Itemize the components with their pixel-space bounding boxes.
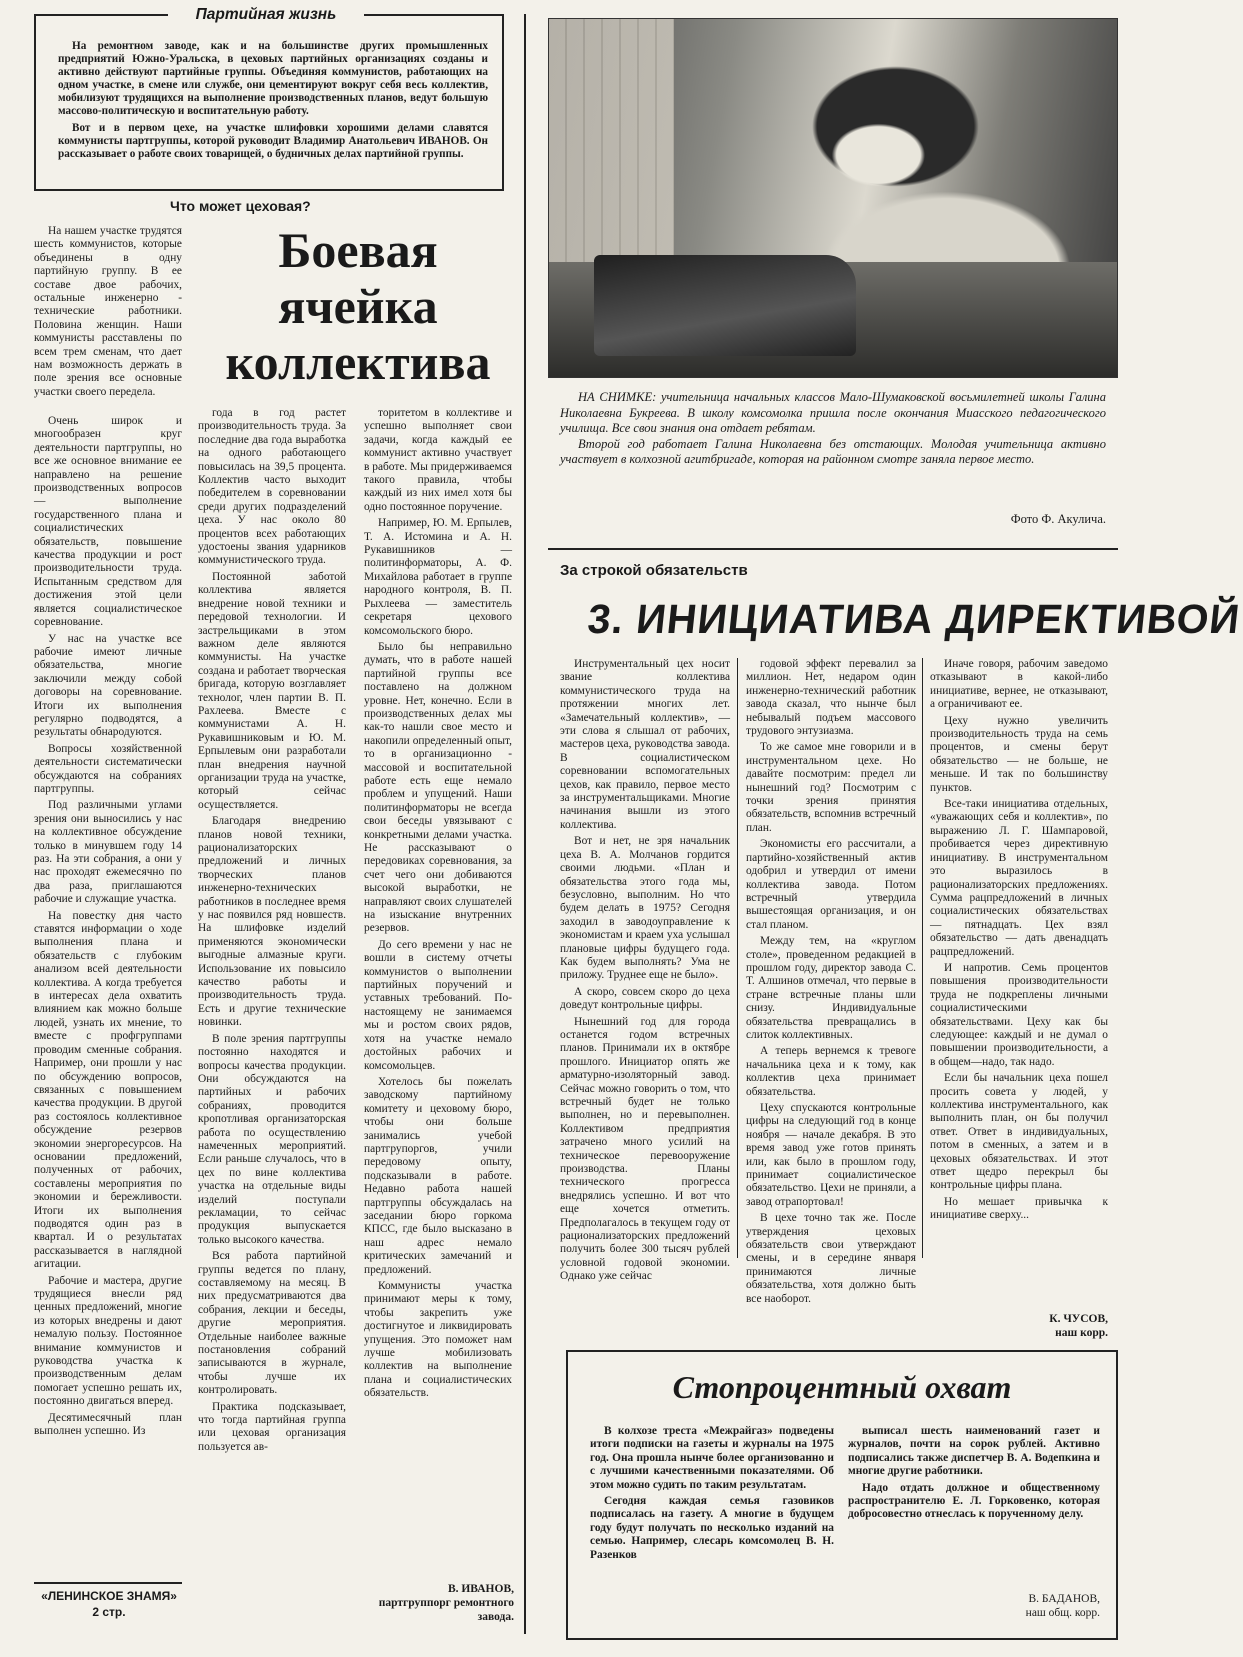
article-column-1 [590, 1425, 834, 1631]
teacher-photo [548, 18, 1118, 378]
photo-window [549, 19, 674, 270]
paragraph: То же самое мне говорили и в инструментальном цехе. Но давайте посмотрим: предел ли нынешний год? Посмотрим с точки зрения принятия обязательств, вспомнив встречный план. [746, 741, 916, 834]
footer-newspaper [34, 1588, 184, 1628]
paragraph: Вот и нет, не зря начальник цеха В. А. Молчанов гордится своими людьми. «План и обязательства этого года мы, безусловно, выполним. Но что будем делать в 1975? Сегодня заходил в заводоуправление к экономистам и краем уха услышал плановые цифры будущего года. Как будем выполнять? Ума не приложу. Труднее еще не было». [560, 835, 730, 982]
paragraph: Рабочие и мастера, другие трудящиеся внесли ряд ценных предложений, многие из которых внедрены и дают немалую пользу. Постоянное внимание коммунистов и руководства участка к производственным делам помогает успешно решать их, постоянно двигаться вперед. [34, 1274, 182, 1408]
paragraph: Например, Ю. М. Ерпылев, Т. А. Истомина и А. Н. Рукавишников — политинформаторы, А. Ф. Михайлова работает в группе народного контроля, В. П. Рыхлеева — заместитель секретаря цехового комсомольского бюро. [364, 517, 512, 637]
paragraph: выписал шесть наименований газет и журналов, почти на сорок рублей. Активно подписались также диспетчер В. А. Водепкина и многие другие работники. [848, 1425, 1100, 1478]
headline: Стопроцентный охват [672, 1369, 1012, 1405]
photo-credit: Фото Ф. Акулича. [1010, 512, 1106, 526]
caption-paragraph [560, 390, 1106, 437]
paragraph: В поле зрения партгруппы постоянно находятся и вопросы качества продукции. Они обсуждаются на партийных и рабочих собраниях, проводится кропотливая организаторская работа по осуществлению намеченных мероприятий. Если раньше случалось, что в цех по вине коллектива участка на отдельные виды изделий поступали рекламации, то сейчас продукция выпускается только высокого качества. [198, 1032, 346, 1246]
section-rubric: Партийная жизнь [168, 4, 364, 26]
paragraph: Коммунисты участка принимают меры к тому, чтобы закрепить уже достигнутое и ликвидировать упущения. Это поможет нам лучше мобилизовать коллектив на выполнение плана и социалистических обязательств. [364, 1280, 512, 1400]
headline: 3. ИНИЦИАТИВА ДИРЕКТИВОЙ [585, 596, 1243, 642]
paragraph: торитетом в коллективе и успешно выполняет свои задачи, когда каждый ее коммунист активно участвует в работе. Мы придерживаемся такого правила, чтобы каждый из них имел хотя бы одно постоянное поручение. [364, 407, 512, 513]
paragraph: На нашем участке трудятся шесть коммунистов, которые объединены в одну партийную группу. В ее составе двое рабочих, остальные инженерно - технические работники. Половина женщин. Наши коммунисты расставлены по всем трем сменам, что дает нам возможность держать в поле зрения все основные участки своего передела. [34, 225, 182, 398]
photo-typewriter [594, 255, 855, 355]
intro-paragraph: На ремонтном заводе, как и на большинстве других промышленных предприятий Южно-Уральска, в цеховых партийных организациях созданы и активно действуют партийные группы. Объединяя коммунистов, работающих на одном участке, в смене или службе, они цементируют вокруг себя весь коллектив, мобилизуют трудящихся на выполнение производственных планов, ведут большую массово-политическую и воспитательную работу. [58, 40, 488, 118]
paragraph: В цехе точно так же. После утверждения цеховых обязательств свои утверждают смены, и в середине января принимаются личные обязательства, хотя должно быть все наоборот. [746, 1212, 916, 1305]
paragraph: И напротив. Семь процентов повышения производительности труда не подкреплены личными социалистическими обязательствами. Цеху как бы следующее: каждый и не думал о повышении производительности, а в общем—надо, так надо. [930, 961, 1108, 1068]
caption-body: учительница начальных классов Мало-Шумаковской восьмилетней школы Галина Николаевна Букреева. В школу комсомолка пришла после окончания Миасского педагогического училища. Все свои знания она отдает ребятам. [560, 390, 1106, 435]
section-rule [548, 548, 1118, 550]
paragraph: Вся работа партийной группы ведется по плану, составляемому на месяц. В них предусматриваются два собрания, лекции и беседы, другие мероприятия. Отдельные наиболее важные постановления собраний записываются в журнале, чтобы лучше их контролировать. [198, 1250, 346, 1397]
paragraph: Вопросы хозяйственной деятельности систематически обсуждаются на собраниях партгруппы. [34, 742, 182, 795]
headline-line: Боевая [278, 222, 438, 278]
article-column-2 [746, 658, 916, 1305]
author-signature [940, 1592, 1100, 1624]
paragraph: Надо отдать должное и общественному распространителю Е. Л. Горковенко, которая добросовестно отнеслась к порученному делу. [848, 1481, 1100, 1521]
author-signature [960, 1312, 1108, 1344]
paragraph: Экономисты его рассчитали, а партийно-хозяйственный актив одобрил и утвердил от имени коллектива завода. Потом встречный утвердила вышестоящая организация, и он стал планом. [746, 838, 916, 931]
caption-lead: НА СНИМКЕ: [578, 390, 657, 404]
paragraph: Цеху спускаются контрольные цифры на следующий год в конце ноября — начале декабря. В это время завод уже готов принять или, как было в прошлом году, принимает социалистическое обязательство. Цехи не приняли, а завод отрапортовал! [746, 1102, 916, 1208]
author-name: К. ЧУСОВ, [1049, 1313, 1108, 1325]
article-column-2 [848, 1425, 1100, 1575]
paragraph: Очень широк и многообразен круг деятельности партгруппы, но все же основное внимание ее направлено на решение производственных вопросов — выполнение государственного плана и социалистических обязательств, повышение качества продукции и рост производительности труда. Испытанным средством для достижения этой цели является социалистическое соревнование. [34, 415, 182, 629]
caption-paragraph: Второй год работает Галина Николаевна без отстающих. Молодая учительница активно участвует в колхозной агитбригаде, которая на районном смотре заняла первое место. [560, 436, 1106, 466]
paragraph: Было бы неправильно думать, что в работе нашей партийной группы все поставлено на должном уровне. Нет, конечно. Если в производственных делах мы как-то нашли свое место и накопили определенный опыт, то в организационно - массовой и воспитательной работе есть еще немало проблем и упущений. Наши политинформаторы не всегда свои беседы увязывают с конкретными делами участка. Не рассказывают о передовиках соревнования, за счет чего они добиваются высокой выработки, не направляют своих слушателей на изыскание внутренних резервов. [364, 640, 512, 935]
paragraph: В колхозе треста «Межрайгаз» подведены итоги подписки на газеты и журналы на 1975 год. Она прошла нынче более организованно и с лучшими качественными показателями. Об этом можно судить по таким результатам. [590, 1425, 834, 1491]
paragraph: На повестку дня часто ставятся информации о ходе выполнения плана и обязательств с глубоким анализом всей деятельности коллектива. А когда требуется в интересах дела охватить влиянием как можно больше людей, узнать их мнение, то вместе с профгруппами проводим сменные собрания. Например, они прошли у нас по обсуждению вопросов, связанных с повышением качества продукции. В другой раз состоялось коллективное обсуждение резервов экономии энергоресурсов. На основании предложений, полученных от рабочих, составлены мероприятия по экономии и бережливости. Итоги их выполнения подводятся один раз в квартал. И о результатах рассказывается в наглядной агитации. [34, 909, 182, 1271]
author-signature [364, 1582, 514, 1632]
paragraph: А теперь вернемся к тревоге начальника цеха и к тому, как коллектив цеха принимает обязательства. [746, 1045, 916, 1098]
headline [198, 222, 518, 400]
article-column-2 [198, 407, 346, 1637]
author-title: партгруппорг ремонтного завода. [378, 1597, 514, 1623]
page-number: 2 стр. [92, 1605, 126, 1619]
newspaper-name: «ЛЕНИНСКОЕ ЗНАМЯ» [41, 1589, 177, 1603]
paragraph: Если бы начальник цеха пошел просить совета у людей, у коллектива инструментального, как выполнить план, он бы получил ответ. Ответ в индивидуальных, потом в сменных, а затем и в цеховых обязательствах. И этот ответ щедро перекрыл бы контрольные цифры плана. [930, 1072, 1108, 1192]
page-divider [524, 14, 526, 1634]
intro-text [58, 40, 488, 186]
paragraph: года в год растет производительность труда. За последние два года выработка на одного работающего повысилась на 39,5 процента. Коллектив часто выходит победителем в соревновании среди других подразделений цеха. У нас около 80 процентов всех работающих удостоены звания ударников коммунистического труда. [198, 407, 346, 567]
paragraph: Практика подсказывает, что тогда партийная группа или цеховая организация пользуется ав- [198, 1400, 346, 1453]
paragraph: У нас на участке все рабочие имеют личные обязательства, многие заключили между собой договоры на соревнование. Итоги их выполнения регулярно подводятся, а результаты обнародуются. [34, 632, 182, 739]
headline-line: коллектива [225, 334, 491, 390]
paragraph: Постоянной заботой коллектива является внедрение новой техники и передовой технологии. И застрельщиками в этом важном деле являются коммунисты. На участке создана и работает творческая бригада, которую возглавляет технолог, член партии В. П. Рахлеева. Вместе с коммунистами А. Н. Рукавишниковым и Ю. М. Ерпылевым они разработали план внедрения научной организации труда на участке, который сейчас осуществляется. [198, 570, 346, 811]
author-title: наш корр. [1055, 1327, 1108, 1339]
paragraph: Хотелось бы пожелать заводскому партийному комитету и цеховому бюро, чтобы они больше занимались учебой партгрупоргов, учили передовому опыту, подсказывали в работе. Недавно работа нашей партгруппы обсуждалась на заседании бюро горкома КПСС, где было высказано в наш адрес немало критических замечаний и предложений. [364, 1075, 512, 1276]
paragraph: Цеху нужно увеличить производительность труда на семь процентов, и смены берут обязательство — не больше, не меньше. И так по большинству пунктов. [930, 714, 1108, 794]
paragraph: годовой эффект перевалил за миллион. Нет, недаром один инженерно-технический работник завода сказал, что нынче был небывалый подъем массового трудового энтузиазма. [746, 658, 916, 738]
paragraph: Инструментальный цех носит звание коллектива коммунистического труда на протяжении многих лет. «Замечательный коллектив», — эти слова я слышал от рабочих, мастеров цеха, руководства завода. В социалистическом соревновании вспомогательных цехов, как правило, первое место за инструментальщиками. Многие начинания вышли из этого коллектива. [560, 658, 730, 831]
article-column-1-top [34, 225, 182, 415]
article-column-1 [34, 415, 182, 1505]
author-title: наш общ. корр. [1025, 1607, 1100, 1619]
paragraph: Благодаря внедрению планов новой техники, рационализаторских предложений и личных творческих планов инженерно-технических работников в последнее время у нас появился ряд новшеств. На шлифовке изделий применяются экономически выгодные алмазные круги. Использование их повысило качество работы и производительность труда. Есть и другие технические новинки. [198, 815, 346, 1029]
article-column-3 [930, 658, 1108, 1258]
column-rule [737, 658, 738, 1258]
author-name: В. БАДАНОВ, [1028, 1593, 1100, 1605]
paragraph: До сего времени у нас не вошли в систему отчеты коммунистов о выполнении партийных поручений и уставных требований. По-настоящему не занимаемся мы и ростом своих рядов, хотя на участке немало достойных рабочих и комсомольцев. [364, 938, 512, 1072]
paragraph: Сегодня каждая семья газовиков подписалась на газету. А многие в будущем году будут получать по несколько изданий на семью. Например, слесарь комсомолец В. Н. Разенков [590, 1495, 834, 1561]
paragraph: Иначе говоря, рабочим заведомо отказывают в какой-либо инициативе, вернее, не отказывают, а ограничивают ее. [930, 658, 1108, 711]
photo-caption [560, 390, 1106, 508]
intro-paragraph: Вот и в первом цехе, на участке шлифовки хорошими делами славятся коммунисты партгруппы, которой руководит Владимир Анатольевич ИВАНОВ. Он рассказывает о работе своих товарищей, о будничных делах партийной группы. [58, 121, 488, 160]
author-name: В. ИВАНОВ, [447, 1583, 514, 1595]
headline-line: ячейка [278, 278, 438, 334]
article-column-3 [364, 407, 512, 1577]
kicker: Что может цеховая? [170, 198, 311, 214]
footer-rule [34, 1582, 182, 1584]
paragraph: Между тем, на «круглом столе», проведенном редакцией в прошлом году, директор завода С. Т. Алшинов отмечал, что первые в стране встречные планы шли снизу. Индивидуальные обязательства превращались в слиток коллективных. [746, 935, 916, 1041]
paragraph: Нынешний год для города останется годом встречных планов. Принимали их в октябре прошлого. Инициатор опять же арматурно-изоляторный завод. Сейчас можно говорить о том, что встречный будет не только выполнен, но и перевыполнен. Коллективом предприятия затрачено много усилий на техническое перевооружение производства. Планы технического прогресса внедрялись успешно. И вот что еще хочется отметить. Предполагалось в текущем году от рационализаторских предложений получить более 300 тысяч рублей условной годовой экономии. Однако уже сейчас [560, 1015, 730, 1283]
column-rule [922, 658, 923, 1258]
paragraph: А скоро, совсем скоро до цеха доведут контрольные цифры. [560, 985, 730, 1012]
paragraph: Десятимесячный план выполнен успешно. Из [34, 1411, 182, 1438]
paragraph: Но мешает привычка к инициативе сверху... [930, 1195, 1108, 1222]
paragraph: Все-таки инициатива отдельных, «уважающих себя и коллектив», по выражению Л. Г. Шампаровой, пробивается через директивную инициативу. В инструментальном это выразилось в рационализаторских предложениях. Сумма рацпредложений в личных социалистических обязательствах — пятнадцать. Цех взял обязательство — дать двенадцать рацпредложений. [930, 798, 1108, 958]
paragraph: Под различными углами зрения они выносились у нас на коллективное обсуждение только в минувшем году 14 раз. На эти собрания, а они у нас проходят ежемесячно по два раза, приглашаются рабочие и служащие участка. [34, 799, 182, 906]
section-rubric: За строкой обязательств [560, 562, 748, 579]
